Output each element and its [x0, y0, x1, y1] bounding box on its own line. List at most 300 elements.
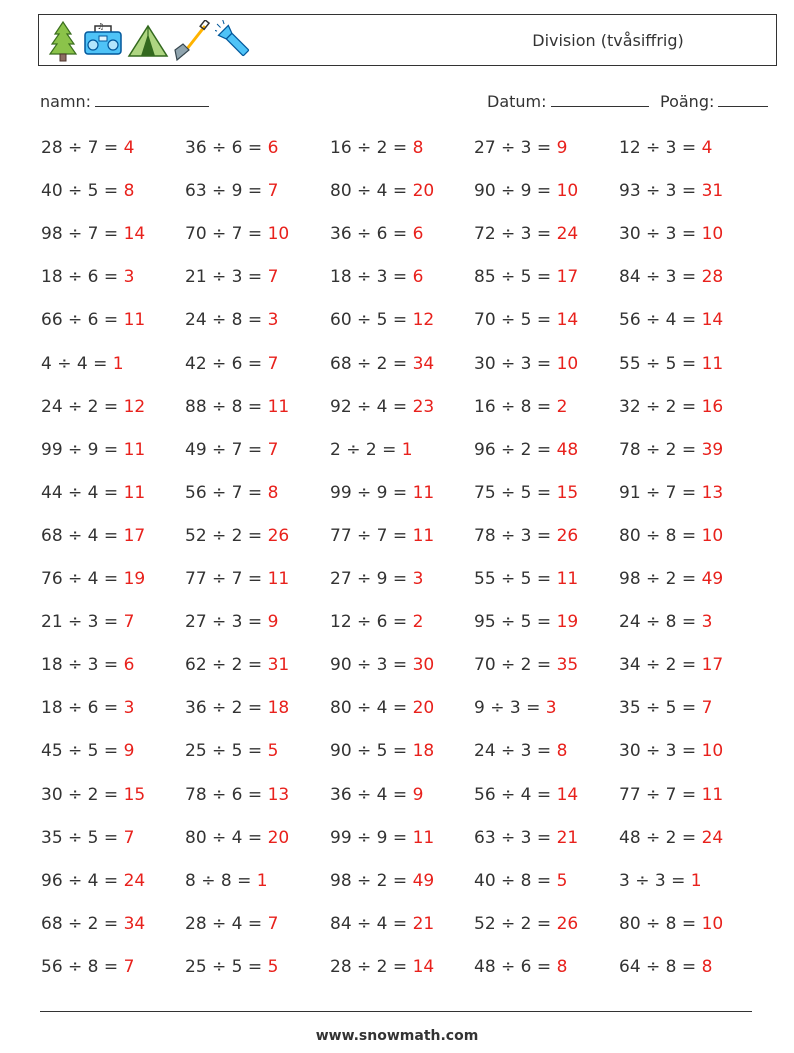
problem-answer: 3	[412, 569, 424, 589]
problem-question: 18 ÷ 6 =	[41, 267, 124, 288]
problem-item	[474, 567, 578, 591]
problem-answer: 3	[701, 612, 713, 633]
problem-item	[330, 179, 434, 203]
problem-question: 90 ÷ 9 =	[474, 181, 557, 202]
problem-answer: 8	[556, 741, 568, 762]
problem-item	[619, 136, 712, 160]
problem-answer: 9	[556, 138, 568, 158]
problem-item	[619, 395, 723, 419]
problem-answer: 26	[556, 913, 579, 934]
problem-answer: 4	[701, 138, 713, 158]
score-blank-line[interactable]	[718, 92, 768, 107]
problem-item	[41, 136, 134, 160]
problem-item	[185, 395, 289, 419]
problem-question: 64 ÷ 8 =	[619, 956, 702, 977]
problem-item	[619, 912, 723, 936]
problem-answer: 24	[701, 827, 724, 848]
problem-item	[41, 955, 134, 979]
problem-item	[41, 308, 145, 332]
problem-answer: 13	[267, 784, 290, 805]
problem-answer: 10	[701, 913, 724, 934]
svg-text:♫: ♫	[97, 22, 105, 31]
problem-question: 55 ÷ 5 =	[474, 569, 557, 589]
boombox-icon	[83, 20, 123, 62]
problem-question: 80 ÷ 8 =	[619, 525, 702, 546]
problem-answer: 1	[690, 870, 702, 891]
problem-item	[474, 179, 578, 203]
problem-answer: 8	[267, 482, 279, 503]
problem-answer: 1	[256, 870, 268, 891]
name-label: namn:	[40, 92, 92, 111]
problem-answer: 10	[556, 353, 579, 374]
problem-question: 70 ÷ 2 =	[474, 655, 557, 676]
problem-item	[474, 136, 567, 160]
problem-question: 68 ÷ 2 =	[41, 913, 124, 934]
problem-answer: 10	[701, 525, 724, 546]
problem-answer: 16	[701, 396, 724, 417]
problem-item	[185, 912, 278, 936]
problem-question: 96 ÷ 4 =	[41, 870, 124, 891]
tree-icon	[47, 20, 79, 62]
problem-answer: 21	[412, 913, 435, 934]
problem-question: 78 ÷ 3 =	[474, 525, 557, 546]
problem-item	[474, 481, 578, 505]
problem-answer: 7	[701, 698, 713, 719]
problem-question: 72 ÷ 3 =	[474, 224, 557, 245]
problem-item	[41, 653, 134, 677]
problem-question: 30 ÷ 3 =	[474, 353, 557, 374]
problem-item	[619, 308, 723, 332]
problem-question: 90 ÷ 3 =	[330, 655, 413, 676]
problem-item	[474, 912, 578, 936]
problem-item	[330, 783, 423, 807]
problem-answer: 14	[412, 956, 435, 977]
problem-item	[619, 567, 723, 591]
flashlight-icon	[215, 20, 253, 62]
problem-item	[474, 222, 578, 246]
problem-question: 32 ÷ 2 =	[619, 396, 702, 417]
problem-question: 18 ÷ 3 =	[41, 655, 124, 676]
problem-question: 25 ÷ 5 =	[185, 956, 268, 977]
problem-item	[474, 826, 578, 850]
problem-answer: 26	[267, 525, 290, 546]
problem-item	[330, 826, 434, 850]
problem-question: 21 ÷ 3 =	[185, 267, 268, 288]
problem-item	[619, 783, 723, 807]
problem-item	[330, 610, 423, 634]
problem-item	[330, 481, 434, 505]
problem-question: 91 ÷ 7 =	[619, 482, 702, 503]
problem-answer: 31	[701, 181, 724, 202]
problem-question: 76 ÷ 4 =	[41, 569, 124, 589]
problem-item	[330, 308, 434, 332]
problem-item	[619, 179, 723, 203]
date-label: Datum:	[487, 92, 547, 111]
problem-item	[41, 395, 145, 419]
problem-answer: 11	[267, 396, 290, 417]
tent-icon	[127, 20, 169, 62]
problem-question: 2 ÷ 2 =	[330, 439, 402, 460]
problem-item	[41, 739, 134, 763]
problem-question: 56 ÷ 8 =	[41, 956, 124, 977]
problem-answer: 4	[123, 138, 135, 158]
problem-answer: 18	[267, 698, 290, 719]
problem-question: 18 ÷ 6 =	[41, 698, 124, 719]
problem-answer: 5	[267, 741, 279, 762]
problem-item	[619, 265, 723, 289]
problem-item	[474, 869, 567, 893]
problem-question: 77 ÷ 7 =	[330, 525, 413, 546]
header-icons	[47, 19, 253, 63]
problem-answer: 6	[412, 267, 424, 288]
problem-answer: 2	[556, 396, 568, 417]
problem-question: 99 ÷ 9 =	[330, 827, 413, 848]
problem-answer: 5	[556, 870, 568, 891]
problem-question: 24 ÷ 2 =	[41, 396, 124, 417]
problem-question: 98 ÷ 2 =	[330, 870, 413, 891]
problem-item	[474, 395, 567, 419]
problem-question: 3 ÷ 3 =	[619, 870, 691, 891]
problem-question: 24 ÷ 8 =	[185, 310, 268, 331]
problem-question: 56 ÷ 7 =	[185, 482, 268, 503]
problem-answer: 9	[412, 784, 424, 805]
problem-question: 35 ÷ 5 =	[619, 698, 702, 719]
problem-answer: 34	[123, 913, 146, 934]
problem-question: 40 ÷ 5 =	[41, 181, 124, 202]
problem-item	[474, 308, 578, 332]
problem-question: 40 ÷ 8 =	[474, 870, 557, 891]
problem-item	[41, 869, 145, 893]
problem-question: 35 ÷ 5 =	[41, 827, 124, 848]
problem-answer: 30	[412, 655, 435, 676]
problem-item	[619, 826, 723, 850]
header-box	[38, 14, 777, 66]
problem-item	[41, 524, 145, 548]
problem-answer: 11	[701, 353, 724, 374]
problem-question: 28 ÷ 2 =	[330, 956, 413, 977]
problem-answer: 12	[412, 310, 435, 331]
problem-question: 98 ÷ 2 =	[619, 569, 702, 589]
footer-url: www.snowmath.com	[315, 1028, 479, 1044]
problem-answer: 2	[412, 612, 424, 633]
shovel-icon	[173, 20, 211, 62]
problem-question: 95 ÷ 5 =	[474, 612, 557, 633]
problem-question: 27 ÷ 3 =	[185, 612, 268, 633]
problem-answer: 17	[556, 267, 579, 288]
problem-question: 42 ÷ 6 =	[185, 353, 268, 374]
problem-question: 93 ÷ 3 =	[619, 181, 702, 202]
problem-item	[619, 222, 723, 246]
problem-item	[619, 524, 723, 548]
problem-question: 24 ÷ 3 =	[474, 741, 557, 762]
problem-answer: 39	[701, 439, 724, 460]
problem-answer: 11	[412, 827, 435, 848]
problem-item	[185, 136, 278, 160]
problem-item	[185, 308, 278, 332]
problem-answer: 12	[123, 396, 146, 417]
problem-item	[330, 567, 423, 591]
problem-answer: 35	[556, 655, 579, 676]
problem-answer: 5	[267, 956, 279, 977]
problem-answer: 49	[701, 569, 724, 589]
problem-item	[619, 610, 712, 634]
problem-answer: 34	[412, 353, 435, 374]
problem-answer: 7	[267, 181, 279, 202]
problem-question: 96 ÷ 2 =	[474, 439, 557, 460]
problem-item	[474, 524, 578, 548]
problem-item	[185, 826, 289, 850]
problem-item	[41, 222, 145, 246]
problem-question: 78 ÷ 2 =	[619, 439, 702, 460]
problem-item	[185, 438, 278, 462]
problem-answer: 11	[412, 525, 435, 546]
problem-question: 84 ÷ 4 =	[330, 913, 413, 934]
problem-item	[474, 783, 578, 807]
problem-answer: 17	[701, 655, 724, 676]
problem-question: 62 ÷ 2 =	[185, 655, 268, 676]
problem-answer: 20	[267, 827, 290, 848]
name-field	[40, 92, 209, 111]
problem-item	[185, 524, 289, 548]
problem-answer: 8	[701, 956, 713, 977]
problem-item	[41, 912, 145, 936]
problem-answer: 7	[123, 956, 135, 977]
problem-question: 36 ÷ 4 =	[330, 784, 413, 805]
problem-question: 21 ÷ 3 =	[41, 612, 124, 633]
problem-question: 4 ÷ 4 =	[41, 353, 113, 374]
problem-question: 77 ÷ 7 =	[619, 784, 702, 805]
problem-item	[41, 567, 145, 591]
problem-question: 99 ÷ 9 =	[41, 439, 124, 460]
problem-answer: 17	[123, 525, 146, 546]
problem-answer: 10	[556, 181, 579, 202]
problem-question: 48 ÷ 2 =	[619, 827, 702, 848]
problem-question: 68 ÷ 4 =	[41, 525, 124, 546]
problem-question: 9 ÷ 3 =	[474, 698, 546, 719]
problem-answer: 48	[556, 439, 579, 460]
problem-item	[330, 912, 434, 936]
problem-question: 36 ÷ 6 =	[185, 138, 268, 158]
problem-answer: 7	[123, 827, 135, 848]
problem-question: 36 ÷ 2 =	[185, 698, 268, 719]
problem-item	[474, 653, 578, 677]
score-field	[660, 92, 768, 111]
problem-question: 75 ÷ 5 =	[474, 482, 557, 503]
problem-question: 28 ÷ 7 =	[41, 138, 124, 158]
problem-answer: 15	[123, 784, 146, 805]
problem-answer: 6	[267, 138, 279, 158]
footer-divider	[40, 1011, 752, 1012]
problem-item	[185, 222, 289, 246]
problem-answer: 10	[701, 224, 724, 245]
problem-question: 98 ÷ 7 =	[41, 224, 124, 245]
problem-question: 48 ÷ 6 =	[474, 956, 557, 977]
problem-answer: 11	[123, 439, 146, 460]
problem-item	[619, 352, 723, 376]
problem-answer: 9	[267, 612, 279, 633]
problem-item	[330, 869, 434, 893]
date-blank-line[interactable]	[551, 92, 649, 107]
problem-question: 92 ÷ 4 =	[330, 396, 413, 417]
problem-question: 28 ÷ 4 =	[185, 913, 268, 934]
problem-question: 84 ÷ 3 =	[619, 267, 702, 288]
problem-answer: 3	[123, 698, 135, 719]
problem-answer: 10	[701, 741, 724, 762]
name-blank-line[interactable]	[95, 92, 209, 107]
problem-answer: 7	[267, 267, 279, 288]
problem-item	[330, 352, 434, 376]
problem-question: 56 ÷ 4 =	[474, 784, 557, 805]
problem-answer: 21	[556, 827, 579, 848]
problem-item	[474, 610, 578, 634]
problem-question: 78 ÷ 6 =	[185, 784, 268, 805]
problem-answer: 20	[412, 181, 435, 202]
problem-answer: 7	[123, 612, 135, 633]
problem-item	[330, 955, 434, 979]
problem-answer: 6	[412, 224, 424, 245]
problem-question: 80 ÷ 4 =	[330, 181, 413, 202]
problem-question: 80 ÷ 8 =	[619, 913, 702, 934]
problem-answer: 14	[556, 784, 579, 805]
problem-question: 70 ÷ 7 =	[185, 224, 268, 245]
problem-answer: 20	[412, 698, 435, 719]
problem-answer: 11	[412, 482, 435, 503]
problem-question: 80 ÷ 4 =	[330, 698, 413, 719]
problem-item	[41, 179, 134, 203]
problem-answer: 11	[123, 310, 146, 331]
problem-item	[474, 739, 567, 763]
problem-item	[41, 352, 124, 376]
problem-item	[330, 395, 434, 419]
problem-answer: 8	[412, 138, 424, 158]
problem-item	[474, 955, 567, 979]
problem-question: 44 ÷ 4 =	[41, 482, 124, 503]
problem-question: 25 ÷ 5 =	[185, 741, 268, 762]
problem-item	[474, 696, 557, 720]
problem-item	[619, 955, 712, 979]
problem-item	[41, 438, 145, 462]
problem-answer: 6	[123, 655, 135, 676]
problem-item	[185, 265, 278, 289]
problem-question: 56 ÷ 4 =	[619, 310, 702, 331]
problem-question: 34 ÷ 2 =	[619, 655, 702, 676]
problem-answer: 3	[267, 310, 279, 331]
problem-item	[330, 524, 434, 548]
problem-item	[619, 653, 723, 677]
problem-question: 90 ÷ 5 =	[330, 741, 413, 762]
problem-item	[185, 653, 289, 677]
worksheet-title: Division (tvåsiffrig)	[532, 31, 684, 50]
problem-answer: 24	[123, 870, 146, 891]
problem-answer: 19	[556, 612, 579, 633]
problem-item	[619, 438, 723, 462]
problem-question: 18 ÷ 3 =	[330, 267, 413, 288]
problem-answer: 3	[545, 698, 557, 719]
problem-question: 77 ÷ 7 =	[185, 569, 268, 589]
problem-answer: 10	[267, 224, 290, 245]
problem-item	[41, 696, 134, 720]
problem-answer: 31	[267, 655, 290, 676]
problem-item	[330, 438, 413, 462]
problem-item	[330, 222, 423, 246]
problem-answer: 7	[267, 439, 279, 460]
problem-answer: 23	[412, 396, 435, 417]
problem-item	[619, 696, 712, 720]
problem-answer: 15	[556, 482, 579, 503]
problem-answer: 8	[556, 956, 568, 977]
problem-answer: 49	[412, 870, 435, 891]
problem-question: 36 ÷ 6 =	[330, 224, 413, 245]
problem-question: 30 ÷ 3 =	[619, 741, 702, 762]
problem-question: 12 ÷ 6 =	[330, 612, 413, 633]
problem-item	[185, 955, 278, 979]
problem-question: 68 ÷ 2 =	[330, 353, 413, 374]
problem-item	[185, 739, 278, 763]
score-label: Poäng:	[660, 92, 715, 111]
problem-answer: 1	[112, 353, 124, 374]
problem-answer: 3	[123, 267, 135, 288]
problem-item	[185, 610, 278, 634]
problem-item	[474, 265, 578, 289]
problem-item	[474, 438, 578, 462]
problem-item	[330, 265, 423, 289]
problem-answer: 26	[556, 525, 579, 546]
problem-item	[41, 610, 134, 634]
problem-item	[330, 136, 423, 160]
problem-question: 88 ÷ 8 =	[185, 396, 268, 417]
problem-item	[330, 696, 434, 720]
problem-item	[185, 783, 289, 807]
problem-question: 27 ÷ 3 =	[474, 138, 557, 158]
problem-answer: 9	[123, 741, 135, 762]
problem-question: 52 ÷ 2 =	[185, 525, 268, 546]
problem-answer: 1	[401, 439, 413, 460]
problem-question: 30 ÷ 3 =	[619, 224, 702, 245]
problem-answer: 24	[556, 224, 579, 245]
problem-question: 99 ÷ 9 =	[330, 482, 413, 503]
problem-question: 63 ÷ 9 =	[185, 181, 268, 202]
problem-item	[41, 481, 145, 505]
problem-answer: 11	[701, 784, 724, 805]
problem-answer: 7	[267, 353, 279, 374]
problem-item	[619, 481, 723, 505]
problem-answer: 11	[123, 482, 146, 503]
problem-item	[185, 481, 278, 505]
problem-question: 49 ÷ 7 =	[185, 439, 268, 460]
date-field	[487, 92, 649, 111]
problem-question: 70 ÷ 5 =	[474, 310, 557, 331]
problem-answer: 11	[267, 569, 290, 589]
problem-item	[619, 739, 723, 763]
problem-answer: 14	[556, 310, 579, 331]
problem-item	[185, 179, 278, 203]
problem-answer: 14	[123, 224, 146, 245]
problem-question: 60 ÷ 5 =	[330, 310, 413, 331]
problem-item	[185, 352, 278, 376]
problem-question: 52 ÷ 2 =	[474, 913, 557, 934]
problem-item	[185, 567, 289, 591]
problem-item	[330, 653, 434, 677]
problem-item	[330, 739, 434, 763]
problem-answer: 18	[412, 741, 435, 762]
problem-question: 63 ÷ 3 =	[474, 827, 557, 848]
problem-answer: 13	[701, 482, 724, 503]
problem-item	[41, 265, 134, 289]
problem-item	[185, 696, 289, 720]
problem-answer: 7	[267, 913, 279, 934]
problem-question: 66 ÷ 6 =	[41, 310, 124, 331]
problem-item	[41, 783, 145, 807]
